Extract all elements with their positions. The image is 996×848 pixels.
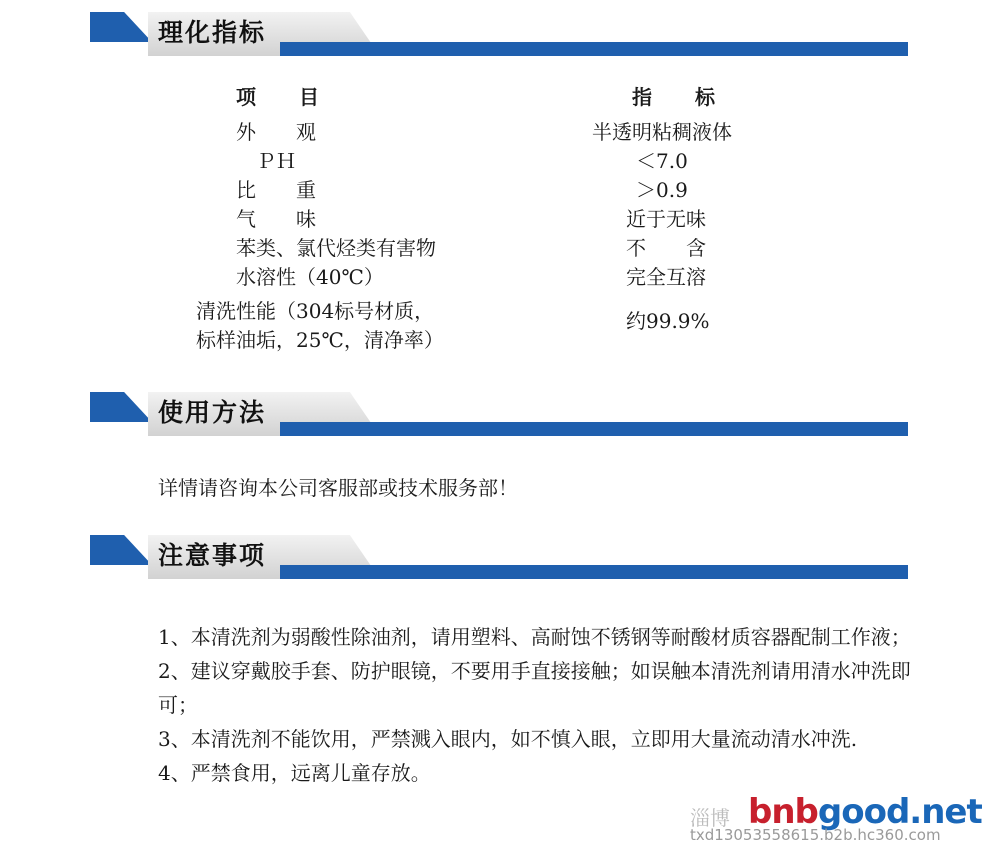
table-row-value: 半透明粘稠液体 [592, 120, 732, 144]
list-item: 2、建议穿戴胶手套、防护眼镜，不要用手直接接触；如误触本清洗剂请用清水冲洗即可； [158, 659, 911, 717]
section-title: 使用方法 [158, 398, 267, 427]
header-accent-bar [280, 42, 908, 56]
list-item: 1、本清洗剂为弱酸性除油剂，请用塑料、高耐蚀不锈钢等耐酸材质容器配制工作液； [158, 625, 911, 649]
list-item: 4、严禁食用，远离儿童存放。 [158, 761, 431, 785]
section-header-specs [90, 12, 908, 58]
section-header-usage [90, 392, 908, 438]
table-row-item-line2: 标样油垢，25℃，清净率） [196, 328, 444, 352]
watermark-sub: txd13053558615.b2b.hc360.com [690, 826, 941, 844]
table-row-value: ＜7.0 [636, 149, 688, 173]
table-row-value: ＞0.9 [636, 178, 688, 202]
watermark [690, 790, 990, 848]
table-row-value: 近于无味 [626, 207, 706, 231]
table-row-item: 水溶性（40℃） [236, 265, 384, 289]
list-item: 3、本清洗剂不能饮用，严禁溅入眼内，如不慎入眼，立即用大量流动清水冲洗. [158, 727, 858, 751]
notes-list [158, 620, 918, 790]
table-row-item: 比 重 [236, 178, 316, 202]
table-header-item: 项 目 [236, 85, 320, 109]
header-accent-block [90, 12, 152, 42]
watermark-logo-part2: good.net [817, 792, 982, 832]
section-title: 理化指标 [158, 18, 267, 47]
header-accent-bar [280, 422, 908, 436]
header-accent-bar [280, 565, 908, 579]
table-row-value: 完全互溶 [626, 265, 706, 289]
table-row-value: 约99.9% [626, 309, 710, 333]
section-title: 注意事项 [158, 541, 267, 570]
table-row-item: 气 味 [236, 207, 316, 231]
table-row-item: 苯类、氯代烃类有害物 [236, 236, 436, 260]
section-header-notes [90, 535, 908, 581]
table-row-item: ＰＨ [256, 149, 296, 173]
watermark-prefix: 淄博 [690, 806, 730, 830]
table-header-value: 指 标 [632, 85, 716, 109]
header-accent-block [90, 535, 152, 565]
usage-text: 详情请咨询本公司客服部或技术服务部！ [158, 476, 518, 500]
header-accent-block [90, 392, 152, 422]
table-row-value: 不 含 [626, 236, 706, 260]
table-row-item: 外 观 [236, 120, 316, 144]
table-row-item-line1: 清洗性能（304标号材质， [196, 299, 435, 323]
watermark-logo-part1: bnb [748, 792, 818, 832]
